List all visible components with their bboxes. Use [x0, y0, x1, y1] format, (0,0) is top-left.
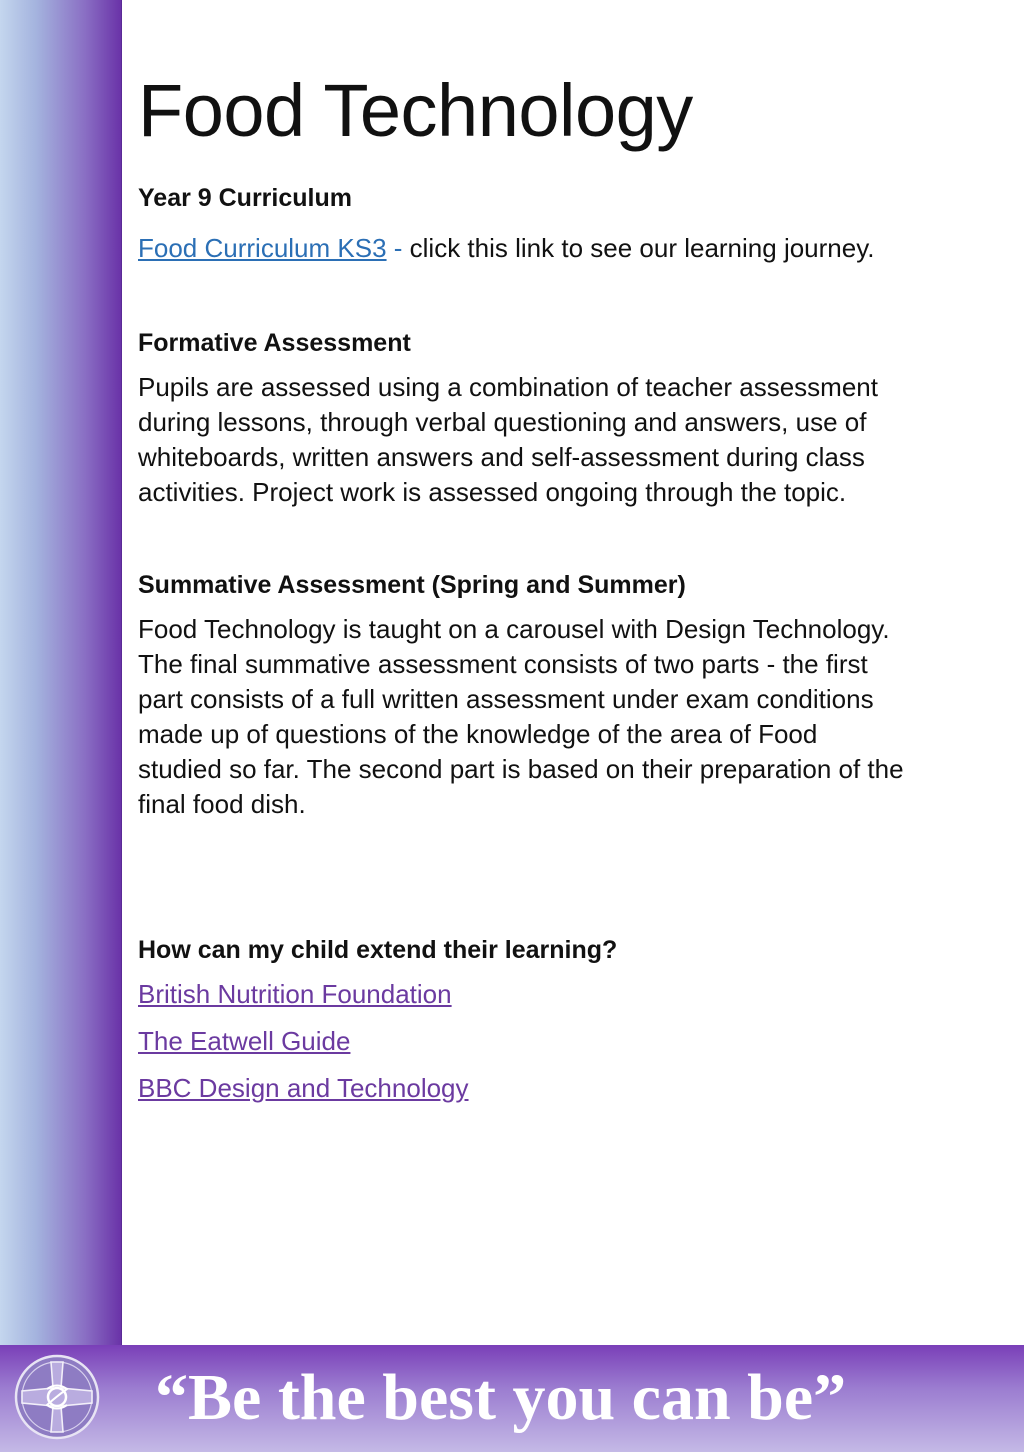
summative-line: final food dish.: [138, 789, 306, 820]
formative-heading: Formative Assessment: [138, 329, 411, 358]
summative-heading: Summative Assessment (Spring and Summer): [138, 571, 686, 600]
formative-section: [138, 328, 1008, 510]
left-decorative-bar: [0, 0, 122, 1345]
summative-line: made up of questions of the knowledge of the area of Food: [138, 719, 818, 750]
formative-text: [138, 370, 1008, 510]
curriculum-section: [138, 183, 1008, 266]
curriculum-link-description: click this link to see our learning journey.: [409, 233, 875, 264]
summative-text: [138, 612, 1008, 822]
link-separator: -: [386, 233, 410, 264]
footer-banner: [0, 1345, 1024, 1452]
formative-line: Pupils are assessed using a combination of teacher assessment: [138, 372, 878, 403]
summative-line: part consists of a full written assessment under exam conditions: [138, 684, 874, 715]
british-nutrition-foundation-link[interactable]: British Nutrition Foundation: [138, 979, 452, 1010]
curriculum-heading: Year 9 Curriculum: [138, 184, 352, 213]
formative-line: during lessons, through verbal questioning and answers, use of: [138, 407, 867, 438]
eatwell-guide-link[interactable]: The Eatwell Guide: [138, 1026, 351, 1057]
food-curriculum-ks3-link[interactable]: Food Curriculum KS3: [138, 233, 387, 264]
formative-line: whiteboards, written answers and self-assessment during class: [138, 442, 865, 473]
extend-heading: How can my child extend their learning?: [138, 936, 618, 965]
school-motto: “Be the best you can be”: [155, 1361, 847, 1434]
bbc-design-technology-link[interactable]: BBC Design and Technology: [138, 1073, 469, 1104]
main-content: [138, 60, 1008, 1105]
formative-line: activities. Project work is assessed ongoing through the topic.: [138, 477, 847, 508]
summative-line: The final summative assessment consists of two parts - the first: [138, 649, 868, 680]
curriculum-line: [138, 231, 1008, 266]
school-crest-icon: [14, 1354, 100, 1440]
extend-section: [138, 935, 1008, 1105]
summative-line: Food Technology is taught on a carousel with Design Technology.: [138, 614, 890, 645]
summative-line: studied so far. The second part is based on their preparation of the: [138, 754, 904, 785]
summative-section: [138, 570, 1008, 822]
page-title: Food Technology: [138, 69, 693, 152]
